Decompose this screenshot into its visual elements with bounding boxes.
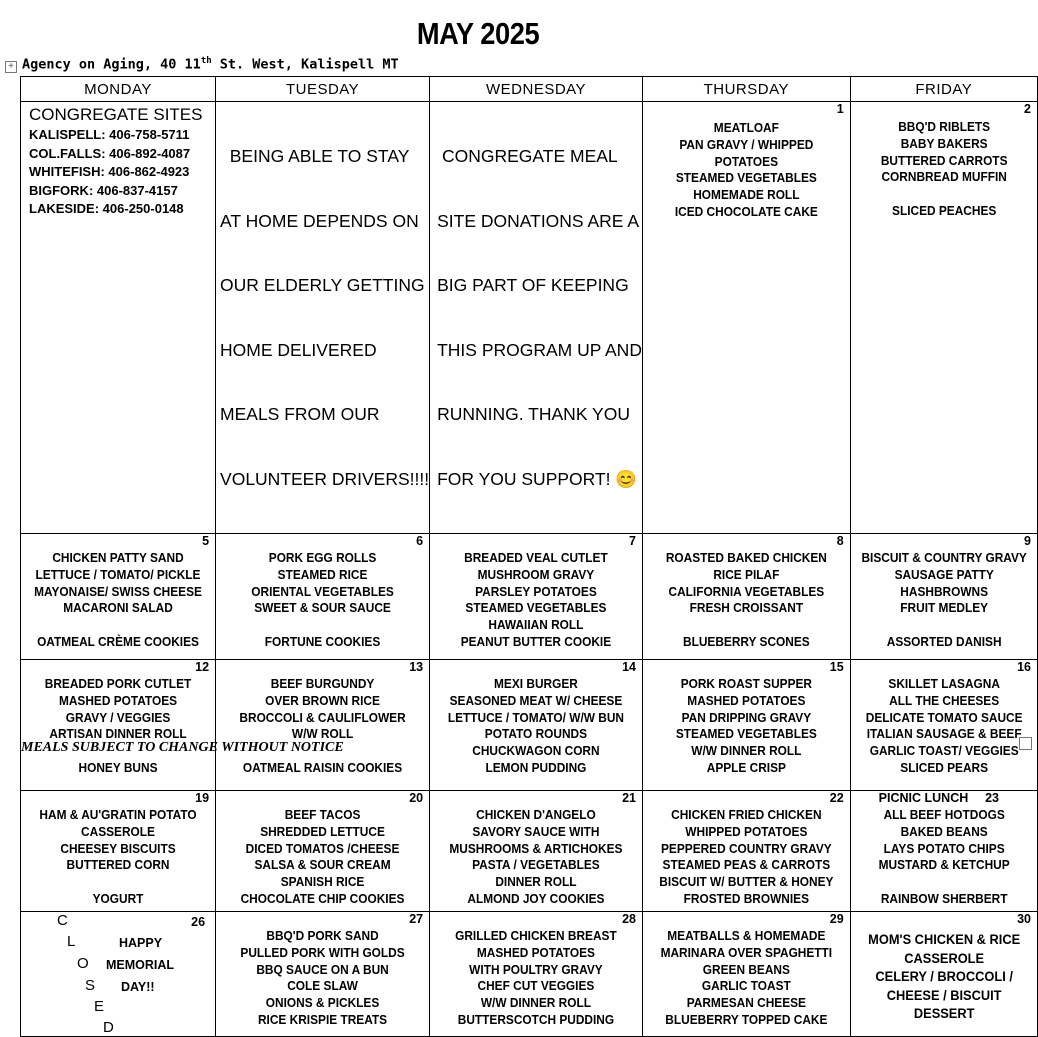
menu-item: LETTUCE / TOMATO/ W/W BUN [447, 710, 625, 725]
menu-item: STEAMED VEGETABLES [675, 171, 817, 186]
menu-item: ONIONS & PICKLES [265, 996, 380, 1011]
menu-item [855, 186, 1032, 203]
day-cell [430, 912, 643, 1037]
menu-item: BROCCOLI & CAULIFLOWER [239, 710, 406, 725]
menu-item: BBQ SAUCE ON A BUN [256, 962, 389, 977]
site-phone: COL.FALLS: 406-892-4087 [29, 145, 191, 161]
day-cell [642, 912, 850, 1037]
menu-item: SWEET & SOUR SAUCE [254, 601, 391, 616]
day-number: 29 [829, 912, 844, 926]
menu-item: GREEN BEANS [702, 962, 790, 977]
day-number: 22 [829, 791, 844, 805]
closed-letter: D [103, 1019, 114, 1036]
menu-item: BISCUIT & COUNTRY GRAVY [861, 551, 1027, 565]
menu-item: CHEESEY BISCUITS [60, 841, 176, 856]
note-line: MEALS FROM OUR [220, 404, 380, 424]
sites-heading: CONGREGATE SITES [29, 105, 203, 124]
menu-item: HAM & AU'GRATIN POTATO [39, 808, 197, 822]
menu-item: CASSEROLE [903, 950, 984, 966]
menu-item: YOGURT [92, 891, 144, 906]
menu-item: BEEF BURGUNDY [270, 677, 375, 691]
day-number: 27 [409, 912, 424, 926]
menu-item: GRAVY / VEGGIES [65, 710, 171, 725]
agency-address-text: Agency on Aging, 40 11 [22, 56, 201, 73]
menu-item: CHOCOLATE CHIP COOKIES [240, 891, 405, 906]
menu-item: BAKED BEANS [900, 824, 988, 839]
menu-item: CHICKEN FRIED CHICKEN [671, 808, 822, 822]
menu-item: BLUEBERRY SCONES [682, 634, 810, 649]
menu-item: PORK ROAST SUPPER [680, 677, 812, 691]
day-number: 20 [409, 791, 424, 805]
closed-letter: O [77, 955, 89, 972]
day-cell [216, 912, 430, 1037]
menu-item: BBQ'D RIBLETS [897, 120, 990, 134]
menu-item: BUTTERSCOTCH PUDDING [457, 1012, 615, 1027]
menu-item: ORIENTAL VEGETABLES [251, 584, 394, 599]
congregate-sites-cell [21, 102, 216, 534]
menu-item: W/W DINNER ROLL [691, 744, 802, 759]
menu-item: ARTISAN DINNER ROLL [49, 727, 187, 742]
day-cell [850, 660, 1037, 791]
note-line: VOLUNTEER DRIVERS!!!! [220, 468, 430, 489]
day-number: 7 [629, 534, 636, 548]
day-cell [642, 791, 850, 912]
menu-item: WITH POULTRY GRAVY [469, 962, 603, 977]
menu-item: BREADED VEAL CUTLET [464, 551, 608, 565]
note-line: AT HOME DEPENDS ON [220, 210, 419, 231]
menu-item: ASSORTED DANISH [886, 634, 1002, 649]
day-number: 21 [622, 791, 636, 805]
menu-item: W/W ROLL [291, 727, 354, 742]
menu-item: CHEESE / BISCUIT [886, 987, 1002, 1003]
menu-item: MAYONAISE/ SWISS CHEESE [34, 584, 202, 599]
day-cell [216, 791, 430, 912]
weekday-header-row [21, 77, 1038, 102]
menu-item: RICE PILAF [713, 567, 780, 582]
menu-item: POTATO ROUNDS [484, 727, 588, 742]
day-number: 5 [202, 534, 210, 548]
menu-item: ALL THE CHEESES [888, 693, 999, 708]
menu-item: CORNBREAD MUFFIN [881, 170, 1007, 185]
weekday-header: WEDNESDAY [430, 77, 643, 102]
menu-item: MEXI BURGER [494, 677, 578, 691]
site-phone: KALISPELL: 406-758-5711 [29, 127, 190, 142]
menu-item: MUSTARD & KETCHUP [878, 858, 1010, 873]
menu-item: PAN DRIPPING GRAVY [681, 710, 812, 725]
closed-day-cell [21, 912, 216, 1037]
week-row [21, 534, 1038, 660]
day-cell [216, 534, 430, 660]
note-line: THIS PROGRAM UP AND [437, 339, 642, 360]
menu-item: BEEF TACOS [284, 808, 361, 822]
note-line: BEING ABLE TO STAY [220, 146, 410, 166]
menu-item: CALIFORNIA VEGETABLES [668, 584, 825, 599]
week-row [21, 791, 1038, 912]
menu-item: BUTTERED CARROTS [880, 153, 1008, 168]
menu-item: STEAMED VEGETABLES [465, 601, 607, 616]
menu-item: FRUIT MEDLEY [899, 601, 988, 616]
menu-item: MUSHROOM GRAVY [477, 567, 595, 582]
day-number: 2 [1024, 102, 1031, 116]
menu-item: OATMEAL CRÈME COOKIES [37, 634, 199, 649]
menu-item: OATMEAL RAISIN COOKIES [242, 760, 403, 775]
menu-item: LETTUCE / TOMATO/ PICKLE [35, 567, 201, 582]
menu-item: MEATBALLS & HOMEMADE [667, 929, 826, 943]
day-cell [430, 791, 643, 912]
menu-item: STEAMED PEAS & CARROTS [662, 858, 831, 873]
menu-item: DESSERT [913, 1006, 975, 1021]
day-cell [850, 102, 1037, 534]
menu-item: BABY BAKERS [900, 136, 988, 151]
menu-item: RICE KRISPIE TREATS [258, 1012, 388, 1027]
menu-item: PORK EGG ROLLS [268, 551, 377, 565]
menu-item: SAVORY SAUCE WITH [472, 824, 600, 839]
menu-item: SPANISH RICE [280, 875, 365, 890]
menu-item: HASHBROWNS [899, 584, 988, 599]
menu-item: MACARONI SALAD [63, 601, 173, 616]
menu-item [648, 617, 844, 634]
day-number: 23 [985, 791, 999, 805]
picnic-lunch-label: PICNIC LUNCH [878, 791, 969, 805]
menu-item: HONEY BUNS [78, 760, 158, 775]
menu-item: PAN GRAVY / WHIPPED [679, 137, 814, 152]
site-phone: WHITEFISH: 406-862-4923 [29, 164, 190, 179]
day-number: 9 [1024, 534, 1031, 548]
day-number: 14 [622, 660, 636, 674]
menu-item: STEAMED VEGETABLES [675, 727, 817, 742]
menu-item: DICED TOMATOS /CHEESE [245, 841, 400, 856]
note-line: RUNNING. THANK YOU [437, 404, 630, 424]
day-cell [21, 534, 216, 660]
agency-address [22, 56, 399, 73]
menu-item: POTATOES [714, 154, 778, 169]
change-notice-footer: MEALS SUBJECT TO CHANGE WITHOUT NOTICE [21, 740, 344, 755]
site-phone: LAKESIDE: 406-250-0148 [29, 201, 184, 216]
menu-item: SALSA & SOUR CREAM [254, 858, 391, 873]
menu-item: CHICKEN D'ANGELO [476, 808, 596, 822]
menu-item: SEASONED MEAT W/ CHEESE [449, 693, 623, 708]
day-cell [430, 660, 643, 791]
menu-item: HOMEMADE ROLL [693, 188, 800, 203]
agency-address-superscript: th [200, 56, 212, 66]
menu-item: PEPPERED COUNTRY GRAVY [660, 841, 832, 856]
holiday-text: DAY!! [121, 980, 155, 994]
menu-item: APPLE CRISP [706, 760, 786, 775]
menu-item: MASHED POTATOES [687, 693, 806, 708]
day-number: 8 [836, 534, 844, 548]
day-number: 26 [191, 915, 206, 929]
menu-item: PEANUT BUTTER COOKIE [460, 634, 612, 649]
weekday-header: FRIDAY [850, 77, 1037, 102]
site-phone: BIGFORK: 406-837-4157 [29, 182, 178, 198]
menu-item: ALL BEEF HOTDOGS [883, 808, 1005, 822]
menu-item: FROSTED BROWNIES [683, 891, 809, 906]
closed-letter: C [57, 912, 68, 929]
day-number: 19 [195, 791, 210, 805]
day-number: 30 [1017, 912, 1031, 926]
menu-item: BBQ'D PORK SAND [266, 929, 379, 943]
menu-item: GARLIC TOAST [701, 979, 791, 994]
day-number: 13 [409, 660, 424, 674]
menu-item: PARMESAN CHEESE [686, 996, 806, 1011]
note-line: OUR ELDERLY GETTING [220, 275, 425, 295]
menu-item [855, 617, 1032, 634]
menu-item: MUSHROOMS & ARTICHOKES [449, 841, 623, 856]
menu-item: DINNER ROLL [495, 875, 577, 890]
donation-note-cell [430, 102, 643, 534]
menu-item: ALMOND JOY COOKIES [467, 891, 605, 906]
menu-item: STEAMED RICE [277, 567, 368, 582]
day-cell [216, 660, 430, 791]
page-title: MAY 2025 [416, 16, 540, 51]
menu-item: BUTTERED CORN [66, 858, 170, 873]
day-cell [850, 791, 1037, 912]
day-cell [642, 102, 850, 534]
table-resize-handle-icon[interactable] [1019, 737, 1032, 750]
closed-letter: L [67, 933, 76, 950]
menu-item: LAYS POTATO CHIPS [883, 841, 1005, 856]
note-line: CONGREGATE MEAL [437, 146, 618, 166]
menu-item: RAINBOW SHERBERT [880, 891, 1008, 906]
day-number: 15 [829, 660, 844, 674]
menu-item: BLUEBERRY TOPPED CAKE [665, 1012, 828, 1027]
menu-item: SAUSAGE PATTY [894, 567, 994, 582]
menu-item: GARLIC TOAST/ VEGGIES [869, 744, 1019, 759]
menu-item: BREADED PORK CUTLET [44, 677, 192, 691]
menu-item: FRESH CROISSANT [689, 601, 804, 616]
menu-item: LEMON PUDDING [485, 760, 587, 775]
menu-item: MASHED POTATOES [476, 945, 596, 960]
menu-item: FORTUNE COOKIES [264, 634, 381, 649]
week-row [21, 912, 1038, 1037]
menu-item: PASTA / VEGETABLES [472, 858, 600, 873]
menu-item: ICED CHOCOLATE CAKE [674, 204, 818, 219]
day-cell [850, 534, 1037, 660]
day-number: 16 [1017, 660, 1031, 674]
day-number: 28 [622, 912, 636, 926]
menu-item: DELICATE TOMATO SAUCE [865, 710, 1023, 725]
menu-item: HAWAIIAN ROLL [488, 618, 584, 633]
volunteer-note-cell [216, 102, 430, 534]
week-row [21, 102, 1038, 534]
holiday-text: MEMORIAL [106, 958, 175, 972]
menu-item [26, 617, 210, 634]
menu-item: COLE SLAW [287, 979, 358, 994]
day-number: 12 [195, 660, 210, 674]
menu-item: OVER BROWN RICE [265, 693, 380, 708]
day-cell [21, 791, 216, 912]
menu-item: SLICED PEARS [899, 760, 988, 775]
weekday-header: TUESDAY [216, 77, 430, 102]
menu-item [221, 617, 423, 634]
menu-item: CASSEROLE [81, 824, 155, 839]
menu-item: MASHED POTATOES [58, 693, 178, 708]
day-cell [21, 660, 216, 791]
menu-item: CHICKEN PATTY SAND [52, 551, 184, 565]
menu-item: MOM'S CHICKEN & RICE [867, 932, 1020, 947]
day-cell [642, 660, 850, 791]
menu-item: SKILLET LASAGNA [888, 677, 1000, 691]
menu-item: PULLED PORK WITH GOLDS [240, 945, 405, 960]
menu-item: PARSLEY POTATOES [475, 584, 597, 599]
menu-calendar-table [20, 76, 1038, 1037]
day-cell [430, 534, 643, 660]
menu-item: BISCUIT W/ BUTTER & HONEY [659, 875, 834, 890]
menu-item: WHIPPED POTATOES [685, 824, 808, 839]
closed-letter: S [85, 977, 96, 994]
menu-item: ROASTED BAKED CHICKEN [665, 551, 827, 565]
day-number: 1 [836, 102, 844, 116]
note-line: HOME DELIVERED [220, 339, 377, 360]
day-cell [642, 534, 850, 660]
note-line: FOR YOU SUPPORT! 😊 [437, 468, 638, 489]
menu-item: MARINARA OVER SPAGHETTI [660, 945, 833, 960]
weekday-header: THURSDAY [642, 77, 850, 102]
menu-item: MEATLOAF [713, 121, 779, 135]
note-line: SITE DONATIONS ARE A [437, 210, 640, 231]
menu-item [855, 874, 1032, 891]
menu-item: GRILLED CHICKEN BREAST [455, 929, 617, 943]
menu-item: SLICED PEACHES [891, 203, 996, 218]
week-row [21, 660, 1038, 791]
menu-item: SHREDDED LETTUCE [260, 824, 385, 839]
weekday-header: MONDAY [21, 77, 216, 102]
note-line: BIG PART OF KEEPING [437, 275, 629, 295]
menu-item: W/W DINNER ROLL [480, 996, 592, 1011]
menu-item: CHUCKWAGON CORN [472, 744, 600, 759]
agency-address-street: St. West, Kalispell MT [211, 56, 399, 73]
table-move-handle-icon[interactable]: + [5, 61, 17, 73]
menu-item: CELERY / BROCCOLI / [875, 969, 1013, 984]
menu-item: ITALIAN SAUSAGE & BEEF [866, 727, 1022, 742]
menu-item: CHEF CUT VEGGIES [477, 979, 595, 994]
day-number: 6 [416, 534, 424, 548]
day-cell [850, 912, 1037, 1037]
menu-item [26, 874, 210, 891]
closed-letter: E [94, 998, 105, 1015]
holiday-text: HAPPY [119, 936, 163, 950]
